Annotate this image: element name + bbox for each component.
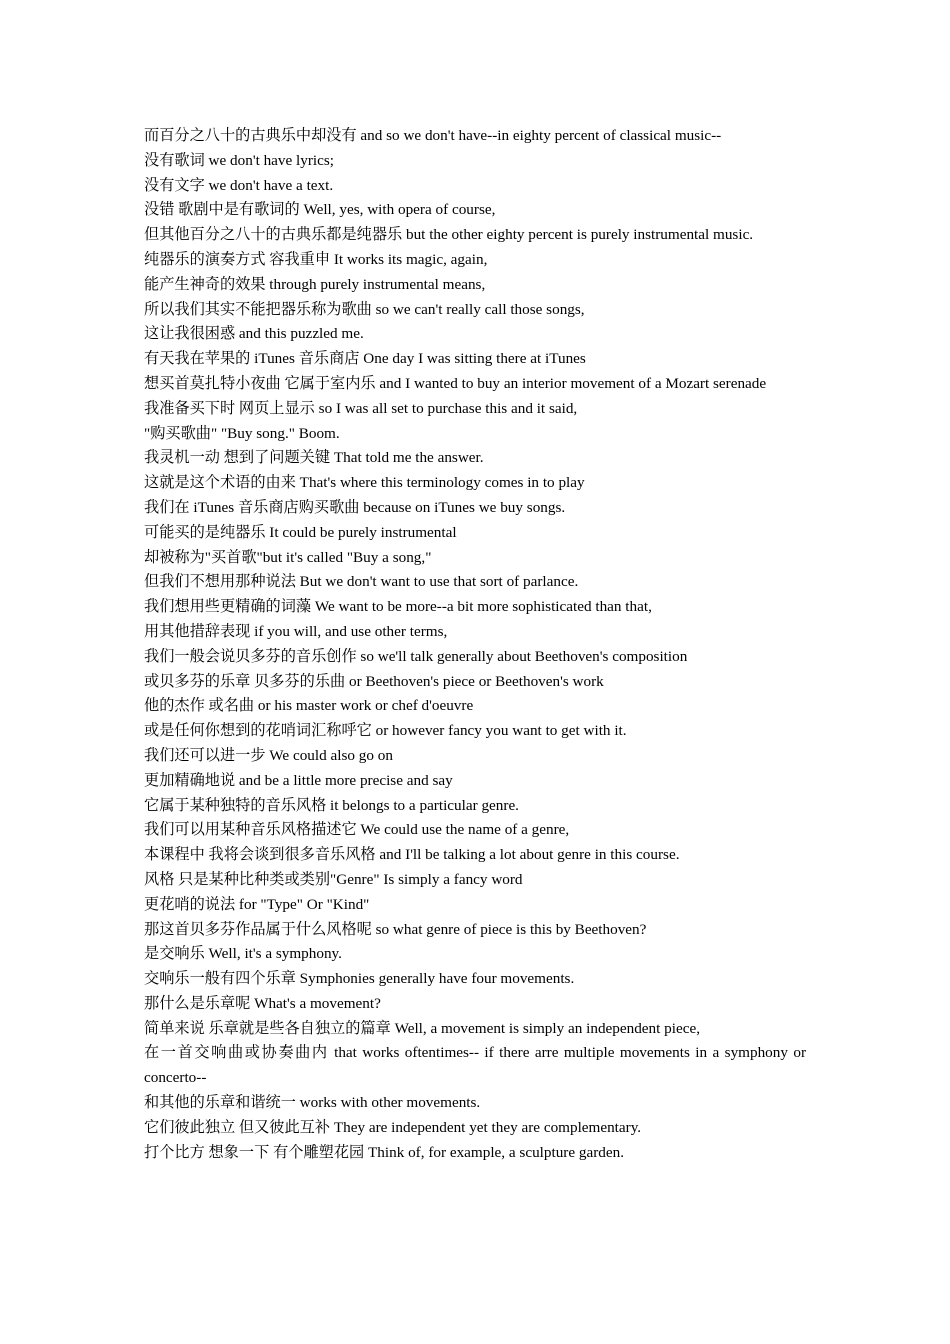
text-line: 所以我们其实不能把器乐称为歌曲 so we can't really call those songs, (144, 300, 585, 318)
text-line: 没有文字 we don't have a text. (144, 176, 334, 194)
text-line: 在一首交响曲或协奏曲内 that works oftentimes-- if there arre multiple movements in a symphony or concerto-- (144, 1044, 806, 1087)
text-line: 本课程中 我将会谈到很多音乐风格 and I'll be talking a lot about genre in this course. (144, 846, 680, 864)
text-line: 我们在 iTunes 音乐商店购买歌曲 because on iTunes we buy songs. (144, 498, 566, 516)
document-body (144, 124, 806, 1165)
text-line: 想买首莫扎特小夜曲 它属于室内乐 and I wanted to buy an interior movement of a Mozart serenade (144, 374, 767, 392)
text-line: 简单来说 乐章就是些各自独立的篇章 Well, a movement is simply an independent piece, (144, 1019, 700, 1037)
text-line: 能产生神奇的效果 through purely instrumental means, (144, 275, 486, 293)
text-line: 我们可以用某种音乐风格描述它 We could use the name of a genre, (144, 821, 570, 839)
text-line: 更花哨的说法 for "Type" Or "Kind" (144, 895, 370, 913)
text-line: 但我们不想用那种说法 But we don't want to use that sort of parlance. (144, 573, 579, 591)
text-line: 有天我在苹果的 iTunes 音乐商店 One day I was sitting there at iTunes (144, 350, 586, 368)
text-line: 它们彼此独立 但又彼此互补 They are independent yet they are complementary. (144, 1118, 642, 1136)
text-line: 却被称为"买首歌"but it's called "Buy a song," (144, 548, 432, 566)
text-line: "购买歌曲" "Buy song." Boom. (144, 424, 340, 442)
text-line: 更加精确地说 and be a little more precise and say (144, 771, 453, 789)
text-line: 没有歌词 we don't have lyrics; (144, 151, 335, 169)
text-line: 而百分之八十的古典乐中却没有 and so we don't have--in eighty percent of classical music-- (144, 127, 722, 144)
text-line: 交响乐一般有四个乐章 Symphonies generally have four movements. (144, 970, 575, 988)
text-line: 这让我很困惑 and this puzzled me. (144, 325, 364, 343)
text-line: 这就是这个术语的由来 That's where this terminology comes in to play (144, 474, 585, 492)
text-line: 或贝多芬的乐章 贝多芬的乐曲 or Beethoven's piece or Beethoven's work (144, 672, 604, 690)
text-line: 我们想用些更精确的词藻 We want to be more--a bit more sophisticated than that, (144, 598, 652, 616)
text-line: 是交响乐 Well, it's a symphony. (144, 945, 342, 963)
text-line: 没错 歌剧中是有歌词的 Well, yes, with opera of course, (144, 201, 496, 219)
text-line: 或是任何你想到的花哨词汇称呼它 or however fancy you want to get with it. (144, 722, 627, 740)
text-line: 我灵机一动 想到了问题关键 That told me the answer. (144, 449, 484, 467)
text-line: 但其他百分之八十的古典乐都是纯器乐 but the other eighty percent is purely instrumental music. (144, 226, 754, 244)
text-line: 那什么是乐章呢 What's a movement? (144, 994, 381, 1012)
text-line: 我们还可以进一步 We could also go on (144, 746, 393, 764)
text-line: 打个比方 想象一下 有个雕塑花园 Think of, for example, a sculpture garden. (144, 1143, 625, 1161)
text-line: 用其他措辞表现 if you will, and use other terms, (144, 622, 448, 640)
text-line: 可能买的是纯器乐 It could be purely instrumental (144, 523, 457, 541)
text-line: 我准备买下时 网页上显示 so I was all set to purchase this and it said, (144, 399, 578, 417)
text-line: 我们一般会说贝多芬的音乐创作 so we'll talk generally about Beethoven's composition (144, 647, 688, 665)
text-line: 他的杰作 或名曲 or his master work or chef d'oeuvre (144, 697, 474, 715)
text-line: 风格 只是某种比种类或类别"Genre" Is simply a fancy word (144, 870, 523, 888)
text-line: 那这首贝多芬作品属于什么风格呢 so what genre of piece is this by Beethoven? (144, 920, 647, 938)
text-line: 纯器乐的演奏方式 容我重申 It works its magic, again, (144, 250, 488, 268)
text-line: 和其他的乐章和谐统一 works with other movements. (144, 1094, 481, 1112)
text-line: 它属于某种独特的音乐风格 it belongs to a particular genre. (144, 796, 519, 814)
